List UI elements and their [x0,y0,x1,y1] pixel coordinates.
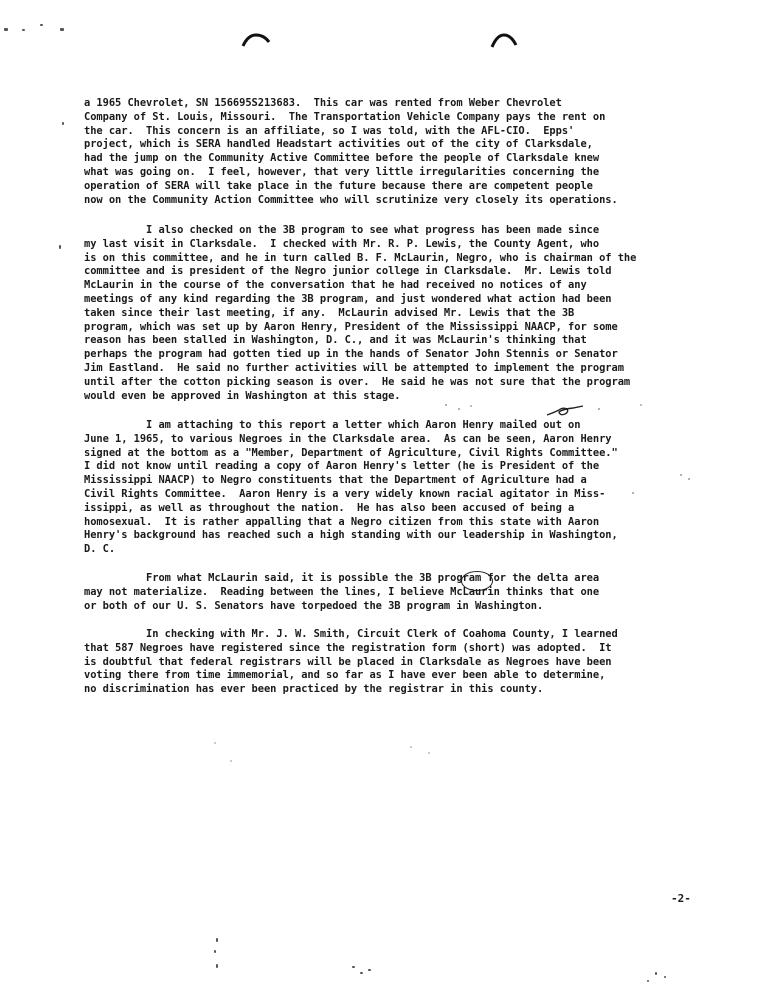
text-line: reason has been stalled in Washington, D. C., and it was McLaurin's thinking that [84,334,587,347]
text-line: From what McLaurin said, it is possible the 3B program for the delta area [84,572,600,584]
text-line: operation of SERA will take place in the future because there are competent people [84,179,593,192]
text-line: Mississippi NAACP) to Negro constituents that the Department of Agriculture had a [84,474,587,487]
text-line: perhaps the program had gotten tied up in the hands of Senator John Stennis or Senator [84,348,618,361]
text-line: I am attaching to this report a letter which Aaron Henry mailed out on [84,419,581,431]
text-line: voting there from time immemorial, and so far as I have ever been able to determine, [84,669,606,682]
text-line: Jim Eastland. He said no further activities will be attempted to implement the program [84,361,624,374]
text-line: I also checked on the 3B program to see what progress has been made since [84,224,600,236]
text-line: my last visit in Clarksdale. I checked with Mr. R. P. Lewis, the County Agent, who [84,237,600,250]
text-line: the car. This concern is an affiliate, so I was told, with the AFL-CIO. Epps' [84,124,575,137]
text-line: a 1965 Chevrolet, SN 156695S213683. This car was rented from Weber Chevrolet [84,97,562,109]
text-line: what was going on. I feel, however, that very little irregularities concerning the [84,165,600,178]
text-line: I did not know until reading a copy of Aaron Henry's letter (he is President of the [84,460,600,473]
text-line: McLaurin in the course of the conversation that he had received no notices of any [84,279,587,292]
text-line: committee and is president of the Negro junior college in Clarksdale. Mr. Lewis told [84,265,612,278]
text-line: homosexual. It is rather appalling that a Negro citizen from this state with Aaron [84,515,600,528]
paragraph-2 [84,224,716,403]
binder-hole-right-icon [488,32,520,50]
text-line: signed at the bottom as a "Member, Department of Agriculture, Civil Rights Committee." [84,446,618,459]
paragraph-5 [84,628,716,697]
text-line: may not materialize. Reading between the lines, I believe McLaurin thinks that one [84,585,600,598]
text-line: Company of St. Louis, Missouri. The Transportation Vehicle Company pays the rent on [84,110,606,123]
text-line: meetings of any kind regarding the 3B program, and just wondered what action had been [84,292,612,305]
handwritten-initial-icon [545,401,585,419]
text-line: D. C. [84,543,116,556]
text-line: program, which was set up by Aaron Henry, President of the Mississippi NAACP, for some [84,320,618,333]
text-line: June 1, 1965, to various Negroes in the Clarksdale area. As can be seen, Aaron Henry [84,432,612,445]
paragraph-4 [84,572,716,613]
text-line: taken since their last meeting, if any. McLaurin advised Mr. Lewis that the 3B [84,306,575,319]
text-line: issippi, as well as throughout the nation. He has also been accused of being a [84,501,575,514]
text-line: Henry's background has reached such a high standing with our leadership in Washington, [84,529,618,542]
text-line: In checking with Mr. J. W. Smith, Circuit Clerk of Coahoma County, I learned [84,628,618,640]
text-line: Civil Rights Committee. Aaron Henry is a very widely known racial agitator in Miss- [84,487,606,500]
binder-hole-left-icon [240,32,272,48]
paragraph-1 [84,97,716,207]
text-line: is doubtful that federal registrars will be placed in Clarksdale as Negroes have been [84,655,612,668]
text-line: no discrimination has ever been practiced by the registrar in this county. [84,683,544,696]
text-line: or both of our U. S. Senators have torpedoed the 3B program in Washington. [84,599,544,612]
text-line: until after the cotton picking season is over. He said he was not sure that the program [84,375,631,388]
text-line: had the jump on the Community Active Committee before the people of Clarksdale knew [84,152,600,165]
page-number: -2- [671,892,691,905]
text-line: now on the Community Action Committee who will scrutinize very closely its operations. [84,193,618,206]
text-line: that 587 Negroes have registered since the registration form (short) was adopted. It [84,641,612,654]
text-line: project, which is SERA handled Headstart activities out of the city of Clarksdale, [84,138,593,151]
text-line: would even be approved in Washington at this stage. [84,389,401,402]
paragraph-3 [84,419,716,557]
text-line: is on this committee, and he in turn called B. F. McLaurin, Negro, who is chairman of the [84,251,637,264]
